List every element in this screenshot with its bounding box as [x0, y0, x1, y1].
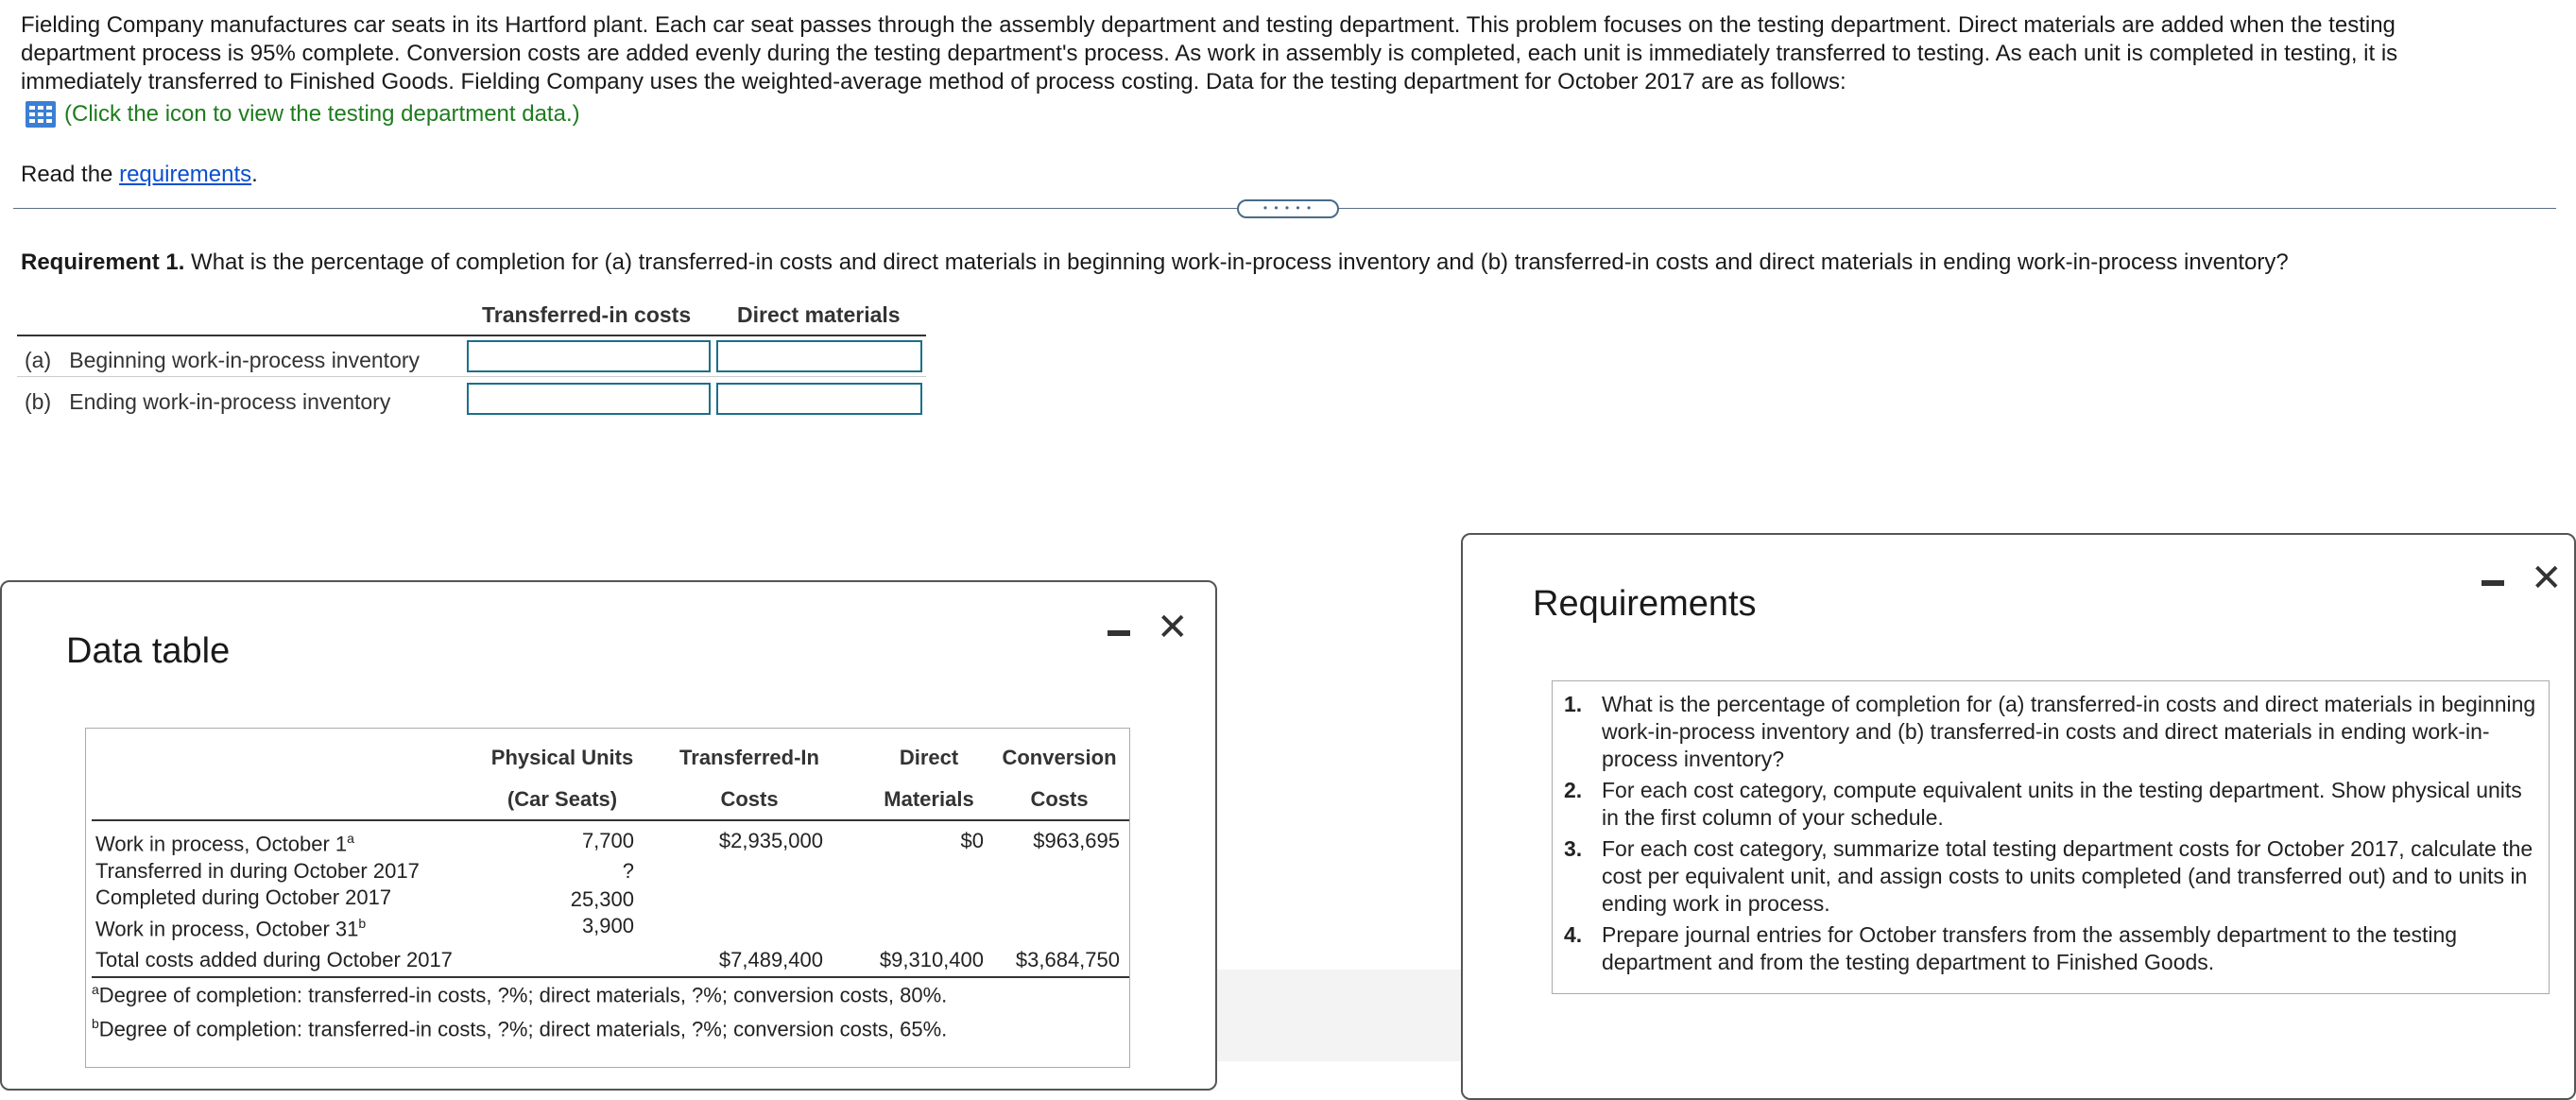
requirement-1-label: Requirement 1.	[21, 249, 185, 275]
requirement-item: 2. For each cost category, compute equivalent units in the testing department. Show physical units in the first column of your schedule.	[1564, 778, 2522, 830]
cell-direct: $9,310,400	[879, 948, 984, 971]
background-shade	[1217, 970, 1461, 1061]
cell-physical: ?	[622, 859, 634, 883]
data-table	[85, 728, 1130, 1068]
cell-physical: 25,300	[570, 887, 634, 911]
table-icon[interactable]	[25, 100, 57, 129]
requirement-item: 3. For each cost category, summarize total testing department costs for October 2017, calculate the cost per equivalent unit, and assign costs to units completed (and transferred out) and to units in ending work in process.	[1564, 836, 2533, 916]
requirements-link[interactable]: requirements	[119, 162, 252, 187]
ending-direct-input[interactable]	[716, 383, 922, 415]
read-suffix: .	[251, 162, 258, 187]
problem-statement: Fielding Company manufactures car seats in its Hartford plant. Each car seat passes through the assembly department and testing department. This problem focuses on the testing department. Direct materials are added when the testing department process is 95% complete. Conversion costs are added evenly during the testing department's process. As work in assembly is completed, each unit is immediately transferred to testing. As each unit is completed in testing, it is immediately transferred to Finished Goods. Fielding Company uses the weighted-average method of process costing. Data for the testing department for October 2017 are as follows:	[21, 12, 2398, 95]
row-text-ending: Ending work-in-process inventory	[69, 389, 391, 414]
cell-physical: 3,900	[581, 914, 634, 937]
read-prefix: Read the	[21, 162, 120, 187]
read-requirements-line	[21, 162, 258, 188]
header-rule	[92, 819, 1129, 821]
col-header-transferred: Transferred-in costs	[482, 302, 692, 327]
beginning-direct-input[interactable]	[716, 340, 922, 372]
row-tag-a: (a)	[25, 348, 52, 372]
minimize-icon[interactable]	[1108, 630, 1130, 636]
view-data-link[interactable]	[25, 100, 580, 129]
col-header-direct: Direct materials	[737, 302, 901, 327]
row-tag-b: (b)	[25, 389, 52, 414]
requirement-item: 4. Prepare journal entries for October transfers from the assembly department to the testing department and from the testing department to Finished Goods.	[1564, 922, 2458, 974]
cell-direct: $0	[960, 829, 984, 852]
close-icon[interactable]: ✕	[1157, 606, 1189, 649]
hdr-direct-1: Direct	[899, 746, 959, 769]
requirements-list	[1552, 680, 2550, 994]
cell-transferred: $2,935,000	[718, 829, 823, 852]
view-data-text[interactable]: (Click the icon to view the testing department data.)	[64, 101, 580, 127]
hdr-conversion-2: Costs	[1030, 787, 1089, 811]
cell-conversion: $963,695	[1033, 829, 1120, 852]
cell-conversion: $3,684,750	[1015, 948, 1120, 971]
requirements-title: Requirements	[1533, 584, 1757, 624]
minimize-icon[interactable]	[2482, 580, 2504, 586]
requirements-popup	[1461, 533, 2576, 1100]
close-icon[interactable]: ✕	[2531, 557, 2563, 600]
data-table-title: Data table	[66, 631, 231, 671]
requirement-1-prompt	[21, 249, 2289, 276]
resize-grip[interactable]: • • • • •	[1237, 199, 1339, 218]
row-label: Completed during October 2017	[95, 885, 392, 909]
hdr-conversion-1: Conversion	[1002, 746, 1117, 769]
hdr-transferred-2: Costs	[720, 787, 779, 811]
footnote-b: $^b$Degree of completion: transferred-in costs, ?%; direct materials, ?%; conversion costs, 65%.	[92, 1016, 948, 1041]
hdr-physical-2: (Car Seats)	[507, 787, 618, 811]
row-label: Transferred in during October 2017	[95, 859, 420, 883]
row-label: Total costs added during October 2017	[95, 948, 453, 971]
requirement-item: 1. What is the percentage of completion for (a) transferred-in costs and direct materials in beginning work-in-process inventory and (b) transferred-in costs and direct materials in ending work-in-process inventory?	[1564, 692, 2536, 771]
data-table-popup	[0, 580, 1217, 1091]
hdr-physical-1: Physical Units	[490, 746, 634, 769]
beginning-transferred-input[interactable]	[467, 340, 711, 372]
cell-transferred: $7,489,400	[718, 948, 823, 971]
header-rule	[17, 335, 926, 336]
ending-transferred-input[interactable]	[467, 383, 711, 415]
hdr-direct-2: Materials	[884, 787, 974, 811]
hdr-transferred-1: Transferred-In	[679, 746, 819, 769]
row-label-ending	[25, 389, 390, 415]
total-rule	[92, 976, 1129, 978]
row-label-beginning	[25, 348, 420, 373]
row-label: Work in process, October 31$^b$	[95, 916, 367, 941]
footnote-a: $^a$Degree of completion: transferred-in costs, ?%; direct materials, ?%; conversion costs, 80%.	[92, 982, 948, 1007]
cell-physical: 7,700	[581, 829, 634, 852]
row-label: Work in process, October 1$^a$	[95, 831, 354, 856]
row-separator	[17, 376, 926, 377]
requirement-1-question: What is the percentage of completion for (a) transferred-in costs and direct materials in beginning work-in-process inventory and (b) transferred-in costs and direct materials in ending work-in-process inventory?	[184, 249, 2289, 275]
row-text-beginning: Beginning work-in-process inventory	[69, 348, 421, 372]
